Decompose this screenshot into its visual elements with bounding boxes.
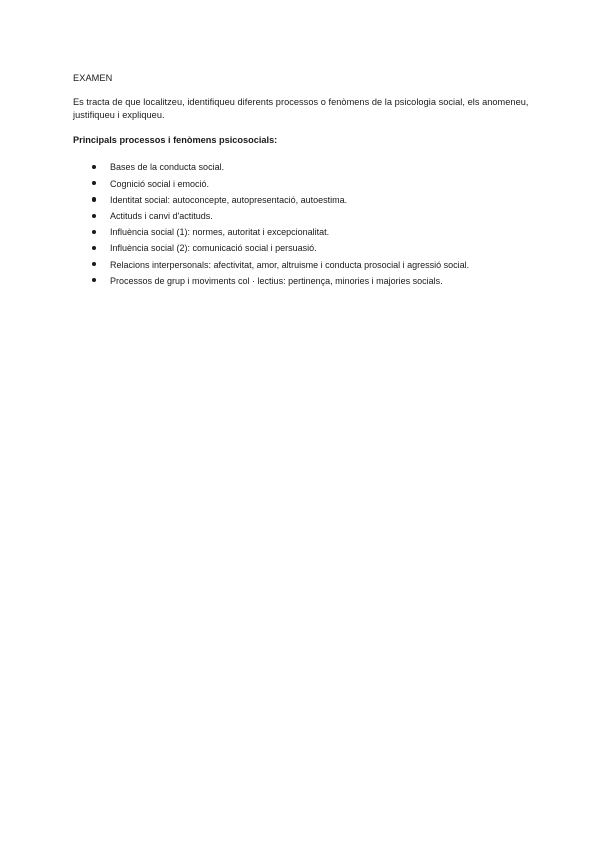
document-content bbox=[73, 72, 533, 289]
list-item-text: Identitat social: autoconcepte, autopresentació, autoestima. bbox=[110, 194, 348, 205]
list-item-text: Processos de grup i moviments col · lectius: pertinença, minories i majories socials. bbox=[110, 275, 443, 286]
list-item bbox=[73, 240, 533, 256]
bullet-icon bbox=[92, 181, 96, 185]
intro-paragraph: Es tracta de que localitzeu, identifiqueu diferents processos o fenòmens de la psicologia social, els anomeneu, justifiqueu i expliqueu. bbox=[73, 97, 529, 120]
bullet-icon bbox=[92, 197, 96, 201]
bullet-icon bbox=[92, 278, 96, 282]
list-item-text: Bases de la conducta social. bbox=[110, 162, 225, 173]
process-list bbox=[73, 159, 533, 289]
list-item-text: Influència social (2): comunicació social i persuasió. bbox=[110, 243, 317, 254]
bullet-icon bbox=[92, 165, 96, 169]
list-item bbox=[73, 257, 533, 273]
list-item bbox=[73, 224, 533, 240]
list-item-text: Cognició social i emoció. bbox=[110, 178, 210, 189]
document-heading: EXAMEN bbox=[73, 73, 113, 83]
bullet-icon bbox=[92, 262, 96, 266]
list-item bbox=[73, 192, 533, 208]
list-item bbox=[73, 159, 533, 175]
list-subheading: Principals processos i fenòmens psicosocials: bbox=[73, 135, 278, 146]
bullet-icon bbox=[92, 230, 96, 234]
bullet-icon bbox=[92, 214, 96, 218]
list-item-text: Influència social (1): normes, autoritat i excepcionalitat. bbox=[110, 227, 330, 238]
list-item bbox=[73, 176, 533, 192]
list-item bbox=[73, 208, 533, 224]
list-item bbox=[73, 273, 533, 289]
list-item-text: Relacions interpersonals: afectivitat, amor, altruisme i conducta prosocial i agressió social. bbox=[110, 259, 470, 270]
bullet-icon bbox=[92, 246, 96, 250]
list-item-text: Actituds i canvi d'actituds. bbox=[110, 210, 213, 221]
